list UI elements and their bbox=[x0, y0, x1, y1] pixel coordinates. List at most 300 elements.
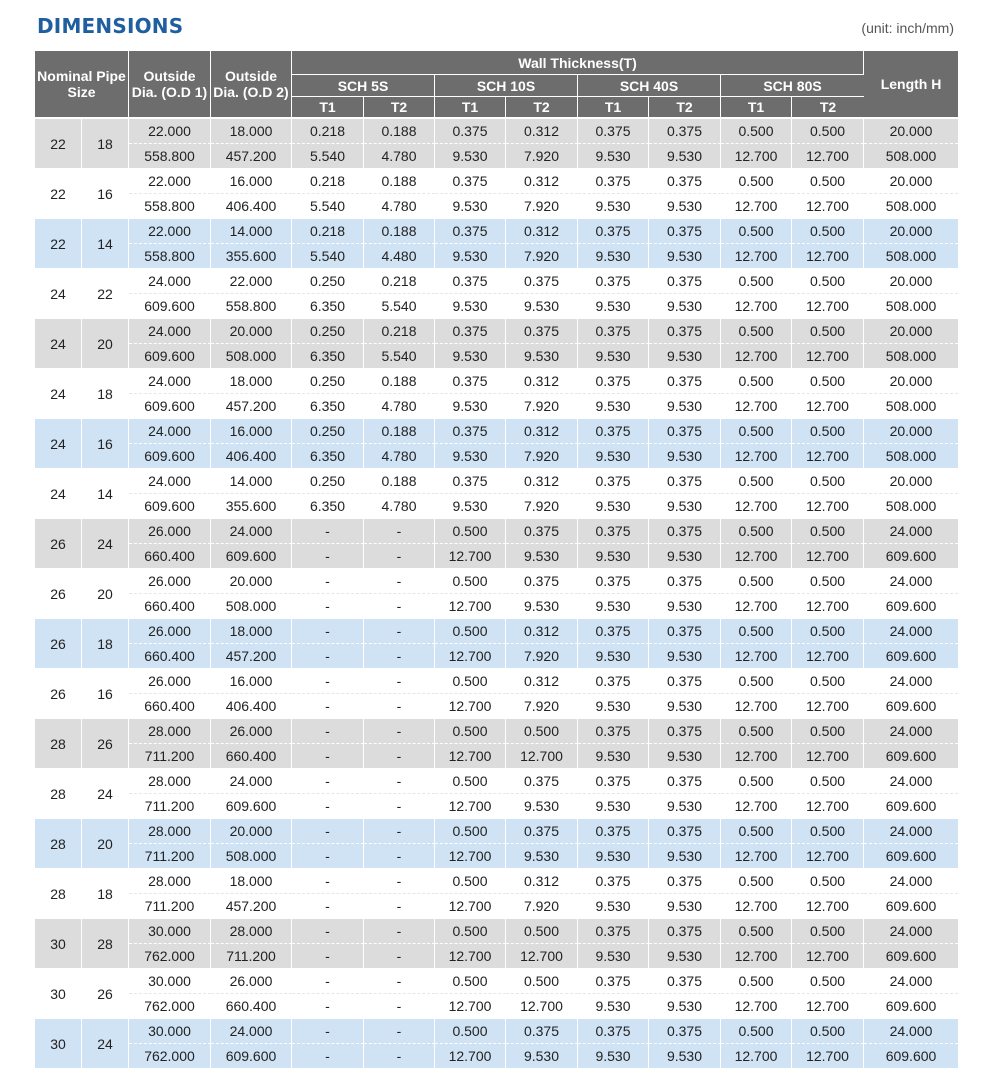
table-row-inch bbox=[35, 318, 958, 343]
cell-sch5s-t2-inch: - bbox=[364, 768, 435, 793]
table-row-inch bbox=[35, 118, 958, 143]
cell-sch5s-t2-inch: 0.188 bbox=[364, 118, 435, 143]
nominal-size-2: 18 bbox=[82, 368, 129, 418]
cell-sch40s-t2-inch: 0.375 bbox=[649, 568, 721, 593]
nominal-size-1: 26 bbox=[35, 568, 82, 618]
cell-sch10s-t2-mm: 9.530 bbox=[506, 543, 578, 568]
cell-od1-inch: 24.000 bbox=[129, 318, 211, 343]
cell-sch5s-t2-mm: 4.780 bbox=[364, 493, 435, 518]
cell-od2-mm: 660.400 bbox=[211, 993, 292, 1018]
cell-od1-inch: 26.000 bbox=[129, 618, 211, 643]
cell-sch10s-t1-mm: 12.700 bbox=[435, 843, 506, 868]
cell-sch5s-t2-inch: - bbox=[364, 868, 435, 893]
cell-sch10s-t2-mm: 7.920 bbox=[506, 193, 578, 218]
table-row-inch bbox=[35, 668, 958, 693]
cell-sch80s-t2-inch: 0.500 bbox=[792, 568, 864, 593]
cell-od2-mm: 508.000 bbox=[211, 343, 292, 368]
cell-sch5s-t2-mm: - bbox=[364, 793, 435, 818]
cell-sch40s-t1-inch: 0.375 bbox=[578, 418, 649, 443]
cell-sch5s-t1-mm: 6.350 bbox=[292, 343, 364, 368]
cell-sch10s-t2-mm: 12.700 bbox=[506, 743, 578, 768]
cell-sch40s-t2-mm: 9.530 bbox=[649, 693, 721, 718]
cell-sch80s-t2-inch: 0.500 bbox=[792, 768, 864, 793]
cell-od1-inch: 24.000 bbox=[129, 468, 211, 493]
cell-sch10s-t2-inch: 0.312 bbox=[506, 118, 578, 143]
nominal-size-2: 18 bbox=[82, 118, 129, 168]
cell-sch5s-t1-inch: 0.250 bbox=[292, 418, 364, 443]
cell-sch10s-t1-inch: 0.500 bbox=[435, 718, 506, 743]
cell-sch5s-t2-inch: - bbox=[364, 918, 435, 943]
cell-sch80s-t1-inch: 0.500 bbox=[721, 918, 792, 943]
header-sch-80s: SCH 80S bbox=[721, 75, 864, 97]
cell-sch5s-t2-mm: 4.780 bbox=[364, 443, 435, 468]
nominal-size-1: 26 bbox=[35, 668, 82, 718]
cell-sch10s-t2-mm: 9.530 bbox=[506, 593, 578, 618]
cell-sch80s-t1-mm: 12.700 bbox=[721, 1043, 792, 1068]
cell-sch40s-t2-mm: 9.530 bbox=[649, 793, 721, 818]
cell-sch40s-t2-mm: 9.530 bbox=[649, 593, 721, 618]
cell-sch80s-t2-inch: 0.500 bbox=[792, 218, 864, 243]
cell-od2-mm: 457.200 bbox=[211, 143, 292, 168]
cell-sch80s-t1-mm: 12.700 bbox=[721, 343, 792, 368]
cell-od2-mm: 660.400 bbox=[211, 743, 292, 768]
cell-sch80s-t1-mm: 12.700 bbox=[721, 393, 792, 418]
table-row-inch bbox=[35, 268, 958, 293]
pipe-size-group bbox=[35, 568, 958, 618]
pipe-size-group bbox=[35, 718, 958, 768]
table-row-inch bbox=[35, 618, 958, 643]
cell-sch80s-t1-mm: 12.700 bbox=[721, 543, 792, 568]
cell-sch40s-t1-mm: 9.530 bbox=[578, 443, 649, 468]
header-t2: T2 bbox=[792, 97, 864, 118]
cell-sch10s-t1-inch: 0.500 bbox=[435, 518, 506, 543]
table-row-mm bbox=[35, 343, 958, 368]
header-t1: T1 bbox=[721, 97, 792, 118]
cell-sch5s-t1-inch: - bbox=[292, 1018, 364, 1043]
cell-sch5s-t2-inch: - bbox=[364, 568, 435, 593]
table-row-inch bbox=[35, 968, 958, 993]
cell-sch5s-t1-inch: - bbox=[292, 518, 364, 543]
table-row-mm bbox=[35, 543, 958, 568]
cell-sch5s-t2-mm: - bbox=[364, 843, 435, 868]
table-row-inch bbox=[35, 418, 958, 443]
cell-sch10s-t1-mm: 9.530 bbox=[435, 493, 506, 518]
cell-sch5s-t1-inch: 0.250 bbox=[292, 468, 364, 493]
cell-length-h-mm: 609.600 bbox=[864, 593, 958, 618]
cell-sch10s-t2-mm: 9.530 bbox=[506, 793, 578, 818]
nominal-size-1: 28 bbox=[35, 768, 82, 818]
cell-sch40s-t1-inch: 0.375 bbox=[578, 918, 649, 943]
cell-sch80s-t1-inch: 0.500 bbox=[721, 318, 792, 343]
cell-od1-inch: 30.000 bbox=[129, 1018, 211, 1043]
cell-sch5s-t1-inch: 0.250 bbox=[292, 318, 364, 343]
cell-sch10s-t2-mm: 9.530 bbox=[506, 343, 578, 368]
pipe-size-group bbox=[35, 918, 958, 968]
cell-sch10s-t2-mm: 7.920 bbox=[506, 693, 578, 718]
cell-length-h-inch: 20.000 bbox=[864, 218, 958, 243]
table-row-mm bbox=[35, 293, 958, 318]
cell-od1-mm: 609.600 bbox=[129, 293, 211, 318]
cell-od2-inch: 28.000 bbox=[211, 918, 292, 943]
nominal-size-1: 28 bbox=[35, 818, 82, 868]
cell-sch10s-t2-inch: 0.500 bbox=[506, 718, 578, 743]
cell-sch40s-t1-mm: 9.530 bbox=[578, 1043, 649, 1068]
cell-od1-mm: 558.800 bbox=[129, 193, 211, 218]
cell-sch80s-t1-inch: 0.500 bbox=[721, 968, 792, 993]
cell-length-h-inch: 24.000 bbox=[864, 768, 958, 793]
cell-od1-inch: 30.000 bbox=[129, 968, 211, 993]
nominal-size-2: 28 bbox=[82, 918, 129, 968]
cell-sch5s-t2-inch: - bbox=[364, 718, 435, 743]
cell-sch80s-t1-inch: 0.500 bbox=[721, 368, 792, 393]
cell-od1-inch: 26.000 bbox=[129, 518, 211, 543]
table-row-mm bbox=[35, 843, 958, 868]
nominal-size-1: 26 bbox=[35, 618, 82, 668]
header-sch-40s: SCH 40S bbox=[578, 75, 721, 97]
cell-sch10s-t1-mm: 9.530 bbox=[435, 393, 506, 418]
cell-sch5s-t1-inch: - bbox=[292, 618, 364, 643]
cell-sch40s-t2-inch: 0.375 bbox=[649, 518, 721, 543]
cell-sch40s-t2-inch: 0.375 bbox=[649, 868, 721, 893]
cell-sch5s-t1-mm: 6.350 bbox=[292, 393, 364, 418]
cell-sch5s-t1-inch: - bbox=[292, 868, 364, 893]
cell-sch10s-t2-inch: 0.375 bbox=[506, 318, 578, 343]
nominal-size-1: 22 bbox=[35, 118, 82, 168]
cell-sch5s-t1-mm: - bbox=[292, 1043, 364, 1068]
cell-sch80s-t2-mm: 12.700 bbox=[792, 143, 864, 168]
cell-length-h-inch: 24.000 bbox=[864, 618, 958, 643]
cell-sch5s-t1-mm: 6.350 bbox=[292, 293, 364, 318]
cell-length-h-mm: 508.000 bbox=[864, 193, 958, 218]
cell-length-h-mm: 508.000 bbox=[864, 443, 958, 468]
cell-length-h-mm: 508.000 bbox=[864, 143, 958, 168]
cell-length-h-inch: 24.000 bbox=[864, 518, 958, 543]
cell-sch10s-t2-inch: 0.312 bbox=[506, 668, 578, 693]
pipe-size-group bbox=[35, 1018, 958, 1068]
cell-od1-mm: 762.000 bbox=[129, 993, 211, 1018]
cell-sch5s-t1-mm: 5.540 bbox=[292, 193, 364, 218]
cell-od1-mm: 762.000 bbox=[129, 943, 211, 968]
cell-length-h-mm: 609.600 bbox=[864, 893, 958, 918]
cell-sch10s-t2-inch: 0.500 bbox=[506, 968, 578, 993]
cell-sch5s-t1-mm: - bbox=[292, 693, 364, 718]
nominal-size-1: 24 bbox=[35, 418, 82, 468]
cell-od2-inch: 14.000 bbox=[211, 218, 292, 243]
nominal-size-2: 14 bbox=[82, 468, 129, 518]
cell-sch10s-t1-inch: 0.375 bbox=[435, 418, 506, 443]
cell-sch10s-t1-inch: 0.500 bbox=[435, 868, 506, 893]
cell-sch80s-t1-mm: 12.700 bbox=[721, 493, 792, 518]
pipe-size-group bbox=[35, 518, 958, 568]
cell-sch5s-t2-inch: - bbox=[364, 618, 435, 643]
cell-od2-inch: 18.000 bbox=[211, 118, 292, 143]
table-row-mm bbox=[35, 593, 958, 618]
cell-sch40s-t1-mm: 9.530 bbox=[578, 593, 649, 618]
cell-sch40s-t2-inch: 0.375 bbox=[649, 118, 721, 143]
cell-length-h-mm: 508.000 bbox=[864, 393, 958, 418]
cell-sch5s-t2-mm: 5.540 bbox=[364, 293, 435, 318]
header-outside-dia-2: Outside Dia. (O.D 2) bbox=[211, 51, 292, 118]
header-nominal-pipe-size: Nominal Pipe Size bbox=[35, 51, 129, 118]
table-row-mm bbox=[35, 893, 958, 918]
cell-sch40s-t2-mm: 9.530 bbox=[649, 893, 721, 918]
cell-sch5s-t2-inch: - bbox=[364, 818, 435, 843]
cell-sch10s-t2-inch: 0.312 bbox=[506, 418, 578, 443]
header-sch-5s: SCH 5S bbox=[292, 75, 435, 97]
table-row-inch bbox=[35, 468, 958, 493]
cell-od2-inch: 18.000 bbox=[211, 618, 292, 643]
cell-sch80s-t2-inch: 0.500 bbox=[792, 118, 864, 143]
cell-od2-mm: 508.000 bbox=[211, 593, 292, 618]
cell-sch80s-t2-inch: 0.500 bbox=[792, 668, 864, 693]
cell-sch80s-t1-mm: 12.700 bbox=[721, 243, 792, 268]
cell-sch5s-t1-mm: 6.350 bbox=[292, 443, 364, 468]
cell-sch80s-t2-inch: 0.500 bbox=[792, 1018, 864, 1043]
nominal-size-2: 20 bbox=[82, 318, 129, 368]
cell-sch80s-t2-inch: 0.500 bbox=[792, 518, 864, 543]
cell-sch40s-t1-inch: 0.375 bbox=[578, 718, 649, 743]
cell-sch10s-t1-mm: 12.700 bbox=[435, 943, 506, 968]
cell-sch40s-t2-inch: 0.375 bbox=[649, 968, 721, 993]
nominal-size-1: 24 bbox=[35, 318, 82, 368]
cell-sch40s-t2-inch: 0.375 bbox=[649, 318, 721, 343]
cell-od1-inch: 22.000 bbox=[129, 218, 211, 243]
cell-sch5s-t2-inch: 0.188 bbox=[364, 468, 435, 493]
cell-od2-inch: 14.000 bbox=[211, 468, 292, 493]
cell-od2-inch: 26.000 bbox=[211, 718, 292, 743]
table-row-inch bbox=[35, 368, 958, 393]
cell-sch5s-t2-mm: - bbox=[364, 543, 435, 568]
cell-sch40s-t1-mm: 9.530 bbox=[578, 243, 649, 268]
cell-sch5s-t2-inch: 0.188 bbox=[364, 368, 435, 393]
cell-od2-inch: 20.000 bbox=[211, 318, 292, 343]
cell-od2-inch: 22.000 bbox=[211, 268, 292, 293]
cell-sch10s-t1-mm: 9.530 bbox=[435, 143, 506, 168]
cell-sch40s-t1-mm: 9.530 bbox=[578, 793, 649, 818]
pipe-size-group bbox=[35, 168, 958, 218]
table-row-mm bbox=[35, 793, 958, 818]
cell-sch10s-t2-mm: 9.530 bbox=[506, 1043, 578, 1068]
cell-sch80s-t2-mm: 12.700 bbox=[792, 543, 864, 568]
cell-od2-mm: 457.200 bbox=[211, 893, 292, 918]
cell-sch5s-t1-mm: - bbox=[292, 843, 364, 868]
header-t2: T2 bbox=[364, 97, 435, 118]
cell-length-h-mm: 609.600 bbox=[864, 743, 958, 768]
cell-sch80s-t1-mm: 12.700 bbox=[721, 943, 792, 968]
cell-sch40s-t2-inch: 0.375 bbox=[649, 768, 721, 793]
cell-sch5s-t1-inch: 0.250 bbox=[292, 268, 364, 293]
cell-sch10s-t1-inch: 0.375 bbox=[435, 318, 506, 343]
cell-length-h-inch: 20.000 bbox=[864, 318, 958, 343]
cell-sch5s-t1-mm: 5.540 bbox=[292, 243, 364, 268]
nominal-size-2: 16 bbox=[82, 668, 129, 718]
cell-sch80s-t2-mm: 12.700 bbox=[792, 743, 864, 768]
cell-sch80s-t1-inch: 0.500 bbox=[721, 418, 792, 443]
cell-sch40s-t1-mm: 9.530 bbox=[578, 193, 649, 218]
pipe-size-group bbox=[35, 768, 958, 818]
cell-sch10s-t2-mm: 12.700 bbox=[506, 943, 578, 968]
cell-od2-inch: 24.000 bbox=[211, 768, 292, 793]
cell-sch5s-t2-inch: 0.218 bbox=[364, 268, 435, 293]
cell-sch40s-t1-mm: 9.530 bbox=[578, 993, 649, 1018]
cell-sch40s-t2-mm: 9.530 bbox=[649, 543, 721, 568]
cell-sch80s-t2-inch: 0.500 bbox=[792, 968, 864, 993]
cell-length-h-mm: 609.600 bbox=[864, 543, 958, 568]
cell-od1-inch: 24.000 bbox=[129, 368, 211, 393]
cell-sch5s-t1-inch: - bbox=[292, 768, 364, 793]
cell-sch10s-t1-inch: 0.375 bbox=[435, 468, 506, 493]
cell-sch10s-t1-mm: 12.700 bbox=[435, 743, 506, 768]
nominal-size-1: 24 bbox=[35, 468, 82, 518]
cell-sch5s-t1-mm: - bbox=[292, 793, 364, 818]
cell-sch40s-t1-mm: 9.530 bbox=[578, 693, 649, 718]
nominal-size-1: 22 bbox=[35, 168, 82, 218]
cell-od1-mm: 711.200 bbox=[129, 843, 211, 868]
header-t1: T1 bbox=[292, 97, 364, 118]
cell-sch40s-t1-inch: 0.375 bbox=[578, 818, 649, 843]
cell-sch80s-t2-inch: 0.500 bbox=[792, 618, 864, 643]
cell-sch80s-t2-mm: 12.700 bbox=[792, 793, 864, 818]
cell-sch40s-t2-inch: 0.375 bbox=[649, 618, 721, 643]
cell-sch10s-t1-mm: 9.530 bbox=[435, 193, 506, 218]
cell-sch5s-t2-mm: - bbox=[364, 693, 435, 718]
cell-sch40s-t1-inch: 0.375 bbox=[578, 1018, 649, 1043]
cell-sch5s-t1-mm: - bbox=[292, 543, 364, 568]
cell-sch80s-t1-inch: 0.500 bbox=[721, 568, 792, 593]
cell-sch5s-t1-mm: 6.350 bbox=[292, 493, 364, 518]
table-row-inch bbox=[35, 568, 958, 593]
cell-od1-inch: 22.000 bbox=[129, 118, 211, 143]
cell-od2-inch: 20.000 bbox=[211, 818, 292, 843]
cell-od2-inch: 24.000 bbox=[211, 518, 292, 543]
table-row-mm bbox=[35, 193, 958, 218]
cell-length-h-inch: 24.000 bbox=[864, 968, 958, 993]
cell-sch80s-t1-inch: 0.500 bbox=[721, 118, 792, 143]
cell-sch80s-t2-mm: 12.700 bbox=[792, 843, 864, 868]
cell-sch80s-t2-mm: 12.700 bbox=[792, 243, 864, 268]
cell-sch5s-t1-inch: - bbox=[292, 918, 364, 943]
cell-sch40s-t2-mm: 9.530 bbox=[649, 443, 721, 468]
cell-sch10s-t2-inch: 0.375 bbox=[506, 768, 578, 793]
cell-sch5s-t1-mm: - bbox=[292, 643, 364, 668]
cell-sch5s-t2-inch: - bbox=[364, 518, 435, 543]
cell-sch40s-t1-inch: 0.375 bbox=[578, 518, 649, 543]
cell-sch5s-t2-mm: - bbox=[364, 593, 435, 618]
cell-sch40s-t2-inch: 0.375 bbox=[649, 418, 721, 443]
cell-od2-mm: 457.200 bbox=[211, 393, 292, 418]
cell-od1-inch: 28.000 bbox=[129, 818, 211, 843]
cell-od2-mm: 609.600 bbox=[211, 793, 292, 818]
cell-sch10s-t2-inch: 0.375 bbox=[506, 1018, 578, 1043]
cell-sch5s-t1-inch: - bbox=[292, 568, 364, 593]
cell-sch10s-t1-mm: 12.700 bbox=[435, 993, 506, 1018]
cell-od2-inch: 16.000 bbox=[211, 418, 292, 443]
cell-sch40s-t1-mm: 9.530 bbox=[578, 743, 649, 768]
table-row-inch bbox=[35, 1018, 958, 1043]
cell-sch5s-t2-mm: - bbox=[364, 893, 435, 918]
cell-od2-mm: 406.400 bbox=[211, 443, 292, 468]
cell-sch40s-t2-inch: 0.375 bbox=[649, 718, 721, 743]
cell-length-h-mm: 609.600 bbox=[864, 993, 958, 1018]
cell-sch40s-t2-mm: 9.530 bbox=[649, 193, 721, 218]
cell-sch5s-t1-mm: - bbox=[292, 593, 364, 618]
cell-od2-mm: 406.400 bbox=[211, 193, 292, 218]
table-row-inch bbox=[35, 868, 958, 893]
nominal-size-2: 16 bbox=[82, 418, 129, 468]
header-length-h: Length H bbox=[864, 51, 958, 118]
cell-sch40s-t2-mm: 9.530 bbox=[649, 743, 721, 768]
table-row-mm bbox=[35, 693, 958, 718]
cell-sch10s-t2-mm: 9.530 bbox=[506, 293, 578, 318]
cell-sch80s-t2-mm: 12.700 bbox=[792, 443, 864, 468]
cell-length-h-mm: 609.600 bbox=[864, 943, 958, 968]
pipe-size-group bbox=[35, 868, 958, 918]
cell-sch5s-t2-mm: 5.540 bbox=[364, 343, 435, 368]
table-row-inch bbox=[35, 718, 958, 743]
nominal-size-2: 26 bbox=[82, 968, 129, 1018]
cell-od2-inch: 16.000 bbox=[211, 168, 292, 193]
cell-length-h-mm: 508.000 bbox=[864, 493, 958, 518]
cell-length-h-inch: 20.000 bbox=[864, 118, 958, 143]
header-outside-dia-1: Outside Dia. (O.D 1) bbox=[129, 51, 211, 118]
cell-length-h-inch: 24.000 bbox=[864, 1018, 958, 1043]
cell-sch40s-t2-mm: 9.530 bbox=[649, 143, 721, 168]
cell-length-h-mm: 609.600 bbox=[864, 793, 958, 818]
table-row-inch bbox=[35, 818, 958, 843]
cell-sch5s-t2-mm: - bbox=[364, 743, 435, 768]
cell-od1-inch: 30.000 bbox=[129, 918, 211, 943]
cell-sch40s-t1-inch: 0.375 bbox=[578, 168, 649, 193]
nominal-size-1: 24 bbox=[35, 368, 82, 418]
cell-sch10s-t1-mm: 12.700 bbox=[435, 643, 506, 668]
cell-sch40s-t2-inch: 0.375 bbox=[649, 818, 721, 843]
cell-length-h-mm: 609.600 bbox=[864, 1043, 958, 1068]
cell-od2-mm: 355.600 bbox=[211, 243, 292, 268]
cell-sch5s-t2-mm: 4.480 bbox=[364, 243, 435, 268]
nominal-size-1: 30 bbox=[35, 1018, 82, 1068]
cell-sch80s-t1-mm: 12.700 bbox=[721, 293, 792, 318]
cell-od1-mm: 660.400 bbox=[129, 693, 211, 718]
cell-sch40s-t1-mm: 9.530 bbox=[578, 943, 649, 968]
cell-sch40s-t1-inch: 0.375 bbox=[578, 218, 649, 243]
cell-sch80s-t2-inch: 0.500 bbox=[792, 168, 864, 193]
cell-sch10s-t1-mm: 12.700 bbox=[435, 593, 506, 618]
cell-length-h-inch: 24.000 bbox=[864, 868, 958, 893]
cell-length-h-inch: 24.000 bbox=[864, 718, 958, 743]
cell-sch80s-t2-inch: 0.500 bbox=[792, 268, 864, 293]
cell-sch10s-t1-mm: 12.700 bbox=[435, 1043, 506, 1068]
cell-sch40s-t1-inch: 0.375 bbox=[578, 868, 649, 893]
nominal-size-2: 26 bbox=[82, 718, 129, 768]
cell-sch10s-t1-inch: 0.375 bbox=[435, 268, 506, 293]
cell-sch5s-t1-inch: 0.250 bbox=[292, 368, 364, 393]
cell-sch80s-t1-mm: 12.700 bbox=[721, 843, 792, 868]
cell-sch40s-t2-inch: 0.375 bbox=[649, 468, 721, 493]
cell-sch80s-t2-mm: 12.700 bbox=[792, 943, 864, 968]
cell-od1-mm: 711.200 bbox=[129, 893, 211, 918]
cell-sch5s-t2-inch: - bbox=[364, 668, 435, 693]
nominal-size-1: 30 bbox=[35, 918, 82, 968]
table-header bbox=[35, 51, 958, 118]
pipe-size-group bbox=[35, 818, 958, 868]
cell-sch80s-t1-mm: 12.700 bbox=[721, 143, 792, 168]
cell-sch10s-t2-inch: 0.312 bbox=[506, 868, 578, 893]
cell-sch80s-t1-inch: 0.500 bbox=[721, 868, 792, 893]
cell-sch80s-t1-inch: 0.500 bbox=[721, 218, 792, 243]
cell-sch5s-t1-mm: - bbox=[292, 893, 364, 918]
cell-od1-mm: 711.200 bbox=[129, 793, 211, 818]
cell-sch10s-t1-inch: 0.500 bbox=[435, 668, 506, 693]
